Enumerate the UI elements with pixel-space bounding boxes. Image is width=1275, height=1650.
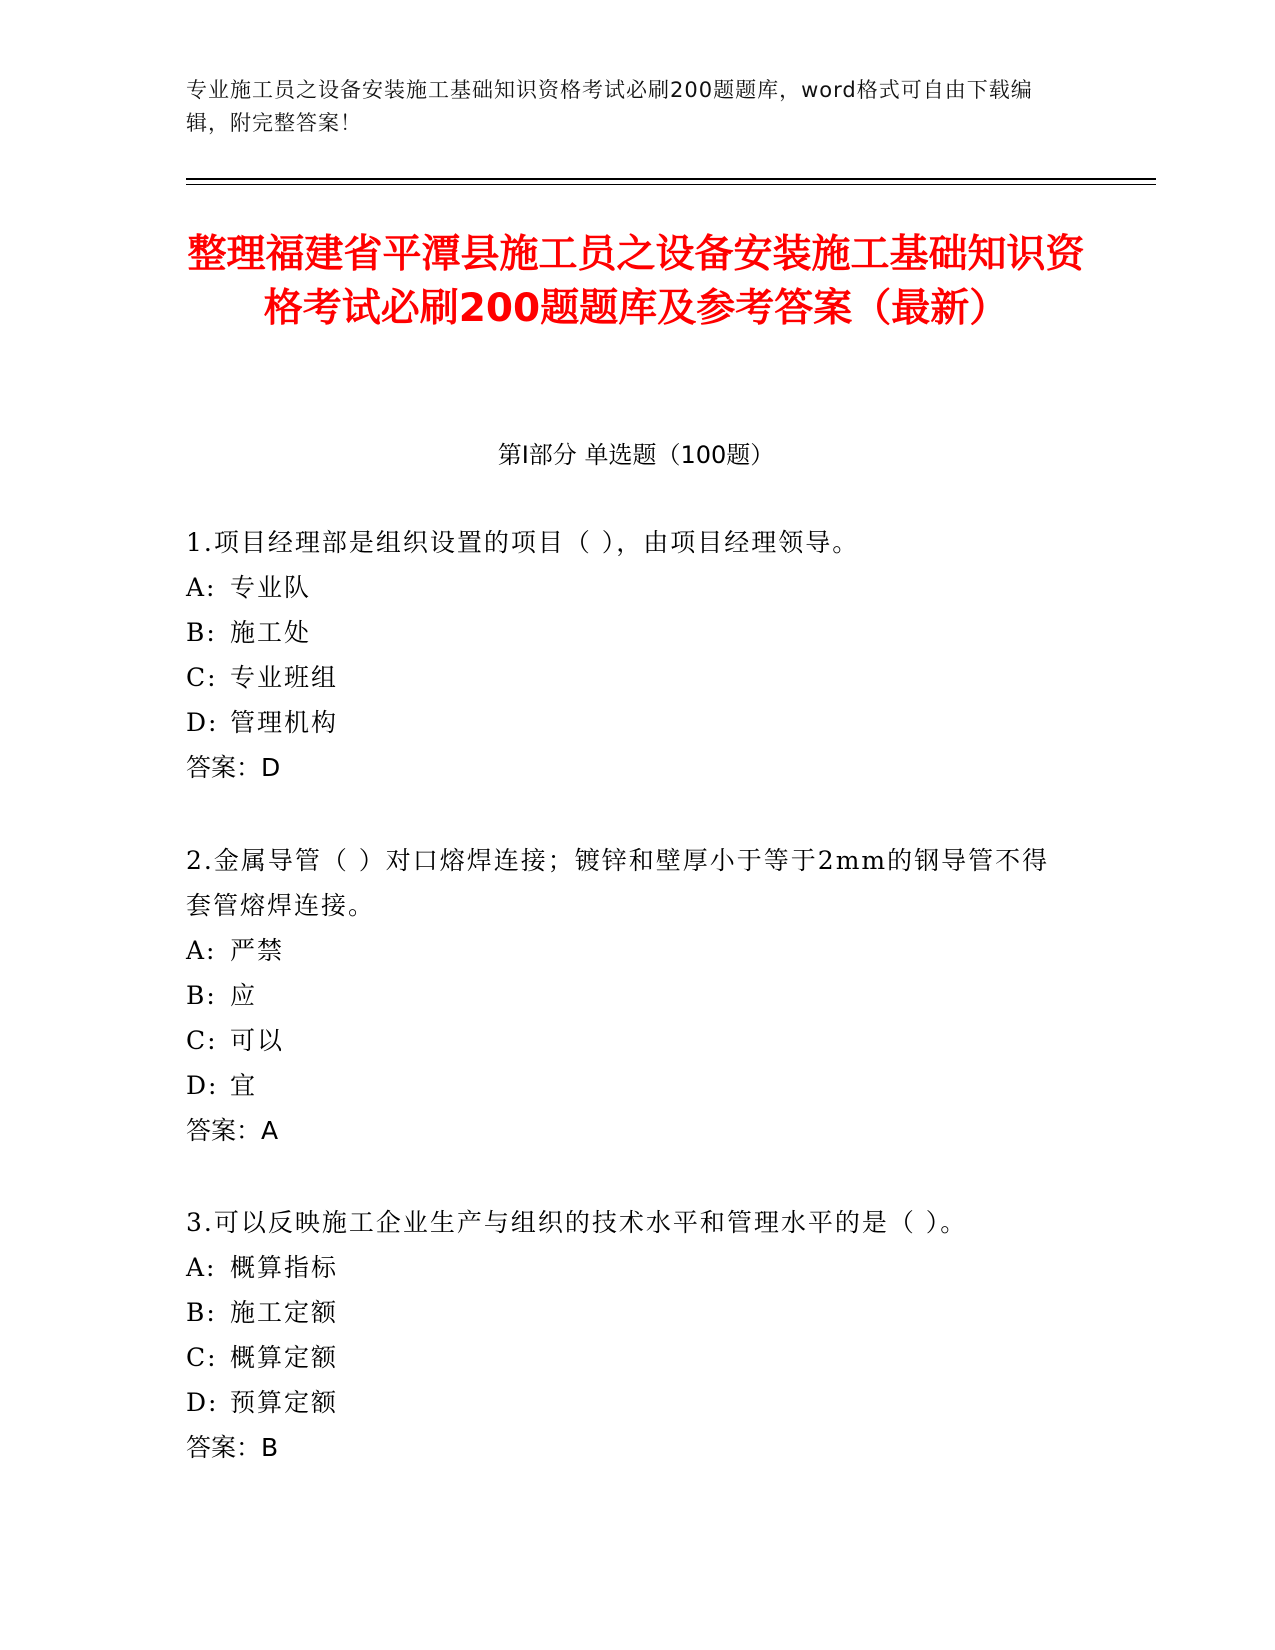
question-stem: 3.可以反映施工企业生产与组织的技术水平和管理水平的是（ ）。 <box>186 1208 968 1237</box>
question-3 <box>186 1200 1076 1470</box>
option-b <box>186 610 1076 655</box>
option-d <box>186 1380 1076 1425</box>
question-stem: 2.金属导管（ ）对口熔焊连接；镀锌和壁厚小于等于2mm的钢导管不得套管熔焊连接。 <box>186 846 1050 920</box>
option-text: 专业班组 <box>230 663 339 692</box>
option-letter: A: <box>186 573 217 602</box>
option-a <box>186 565 1076 610</box>
answer-line: 答案：D <box>186 753 281 782</box>
answer-line: 答案：B <box>186 1433 279 1462</box>
option-d <box>186 700 1076 745</box>
option-c <box>186 655 1076 700</box>
option-text: 概算定额 <box>230 1343 339 1372</box>
option-text: 管理机构 <box>230 708 339 737</box>
option-letter: D: <box>186 1071 219 1100</box>
option-letter: B: <box>186 1298 217 1327</box>
option-a <box>186 928 1076 973</box>
option-b <box>186 973 1076 1018</box>
option-text: 专业队 <box>230 573 312 602</box>
header-rule-thin <box>186 184 1156 185</box>
option-letter: C: <box>186 663 218 692</box>
option-text: 应 <box>230 981 258 1010</box>
header-rule-thick <box>186 178 1156 180</box>
option-text: 宜 <box>230 1071 258 1100</box>
option-letter: C: <box>186 1026 218 1055</box>
section-title: 第Ⅰ部分 单选题（100题） <box>497 441 775 469</box>
question-1 <box>186 520 1076 790</box>
option-d <box>186 1063 1076 1108</box>
option-text: 施工处 <box>230 618 312 647</box>
header-note: 专业施工员之设备安装施工基础知识资格考试必刷200题题库，word格式可自由下载编辑，附完整答案！ <box>186 78 1033 135</box>
option-letter: A: <box>186 1253 217 1282</box>
option-letter: A: <box>186 936 217 965</box>
option-letter: B: <box>186 618 217 647</box>
option-text: 概算指标 <box>230 1253 339 1282</box>
option-letter: D: <box>186 708 219 737</box>
option-text: 可以 <box>230 1026 285 1055</box>
option-text: 施工定额 <box>230 1298 339 1327</box>
option-b <box>186 1290 1076 1335</box>
option-c <box>186 1335 1076 1380</box>
answer-line: 答案：A <box>186 1116 279 1145</box>
option-letter: C: <box>186 1343 218 1372</box>
question-stem: 1.项目经理部是组织设置的项目（ ），由项目经理领导。 <box>186 528 860 557</box>
document-title: 整理福建省平潭县施工员之设备安装施工基础知识资格考试必刷200题题库及参考答案（最新） <box>187 232 1085 331</box>
option-letter: D: <box>186 1388 219 1417</box>
question-2 <box>186 838 1076 1153</box>
option-a <box>186 1245 1076 1290</box>
option-text: 预算定额 <box>230 1388 339 1417</box>
option-letter: B: <box>186 981 217 1010</box>
option-c <box>186 1018 1076 1063</box>
option-text: 严禁 <box>230 936 285 965</box>
